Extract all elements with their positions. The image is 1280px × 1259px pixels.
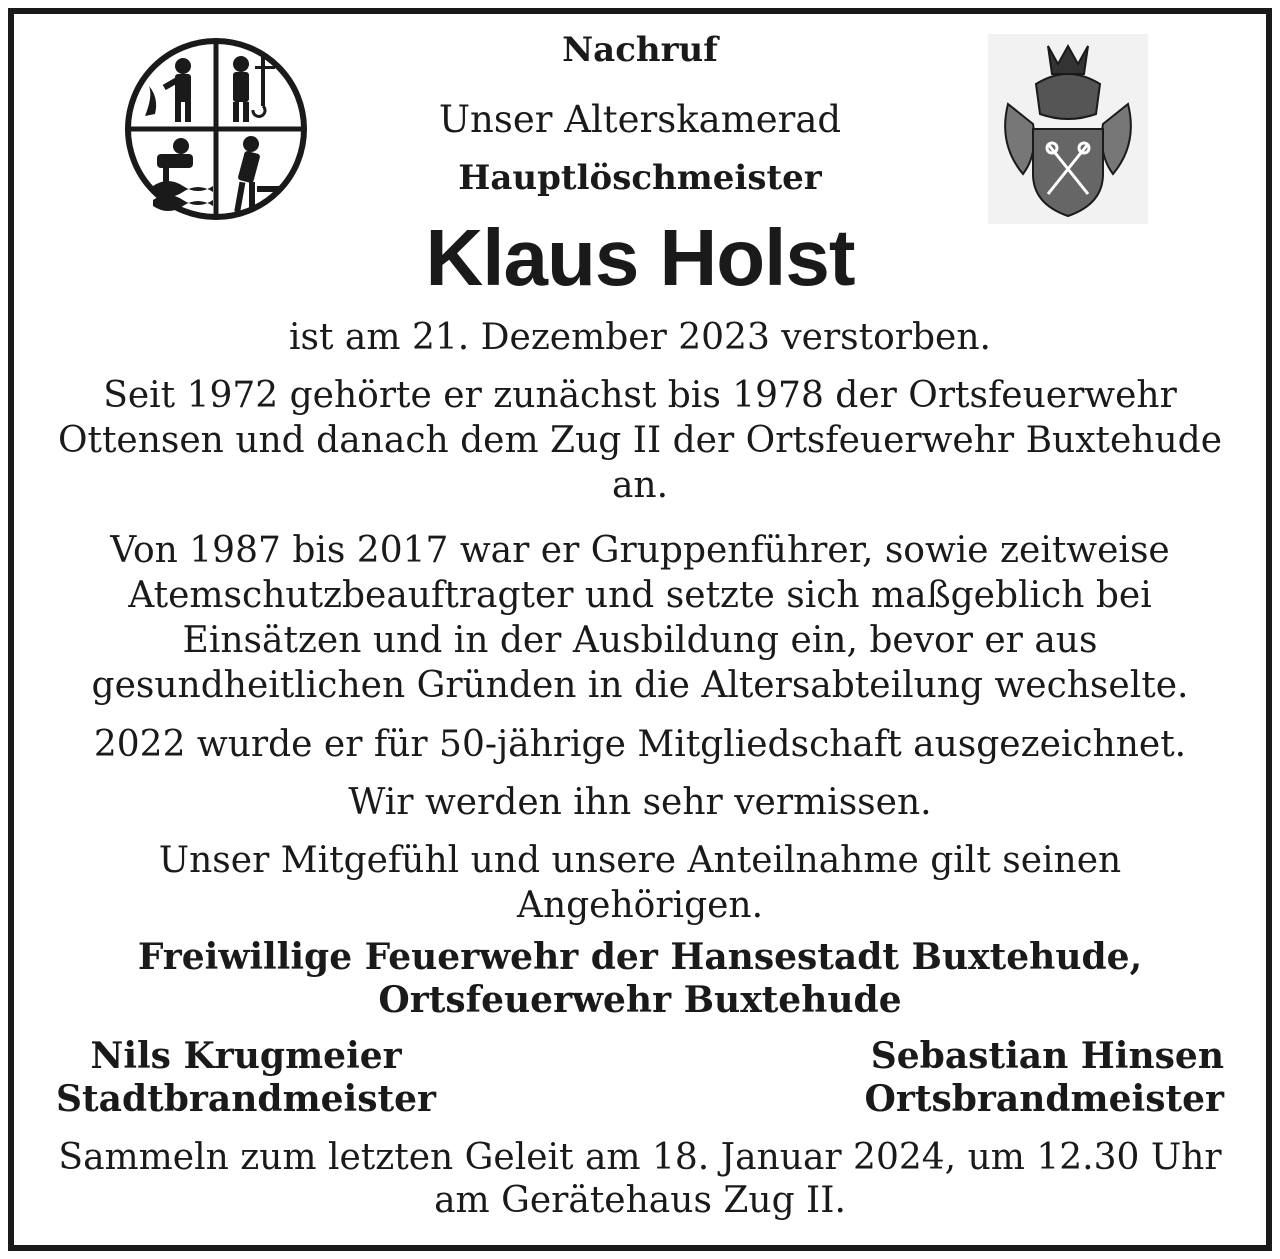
signatory-right: [865, 1035, 1224, 1121]
organization-block: [40, 936, 1240, 1022]
paragraph-condolence: Unser Mitgefühl und unsere Anteilnahme gilt seinen Angehörigen.: [158, 840, 1122, 926]
signatory-left: [56, 1035, 436, 1121]
paragraph-membership: Seit 1972 gehörte er zunächst bis 1978 der Ortsfeuerwehr Ottensen und danach dem Zug II der Ortsfeuerwehr Buxtehude an.: [57, 375, 1223, 506]
signatory-name: Nils Krugmeier: [90, 1035, 402, 1077]
signatory-name: Sebastian Hinsen: [870, 1035, 1224, 1077]
paragraph-missed: Wir werden ihn sehr vermissen.: [348, 782, 932, 823]
organization-line-1: Freiwillige Feuerwehr der Hansestadt Buxtehude,: [137, 936, 1143, 978]
death-date-line: ist am 21. Dezember 2023 verstorben.: [289, 317, 991, 358]
paragraph-honor: 2022 wurde er für 50-jährige Mitgliedschaft ausgezeichnet.: [93, 724, 1187, 765]
deceased-name: Klaus Holst: [425, 213, 855, 302]
paragraph-service: Von 1987 bis 2017 war er Gruppenführer, sowie zeitweise Atemschutzbeauftragter und setzte sich maßgeblich bei Einsätzen und in der Ausbildung ein, bevor er aus gesundheitlichen Gründen in die Altersabteilung wechselte.: [91, 530, 1189, 706]
member-pretitle: Unser Alterskamerad: [438, 98, 842, 141]
signatory-title: Stadtbrandmeister: [56, 1078, 437, 1120]
signatory-title: Ortsbrandmeister: [864, 1078, 1224, 1120]
organization-line-2: Ortsfeuerwehr Buxtehude: [378, 979, 902, 1021]
funeral-info: Sammeln zum letzten Geleit am 18. Januar 2024, um 12.30 Uhr am Gerätehaus Zug II.: [58, 1137, 1222, 1221]
member-rank: Hauptlöschmeister: [458, 158, 822, 198]
notice-heading: Nachruf: [562, 30, 718, 70]
